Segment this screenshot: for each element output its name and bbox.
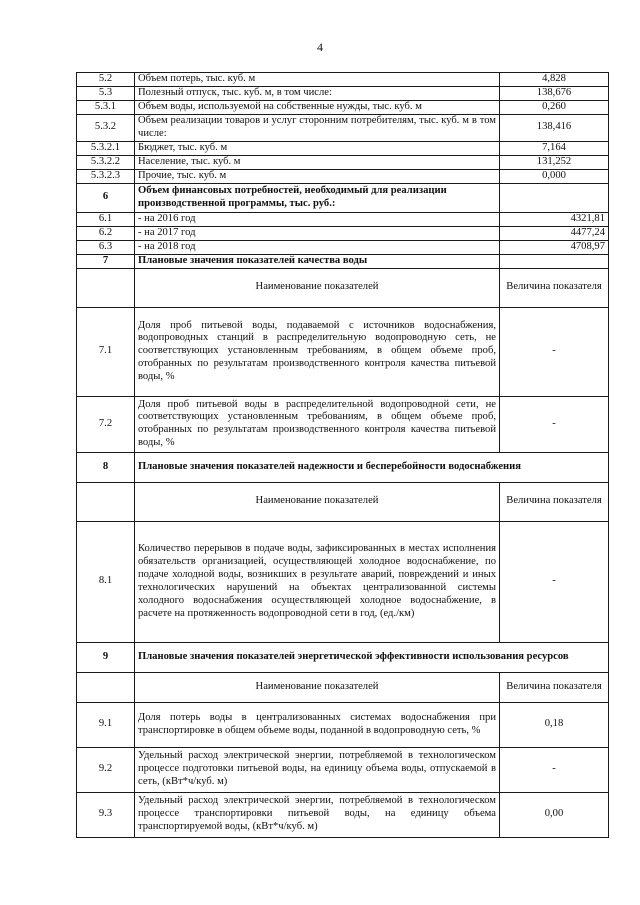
subheader-number [77,268,135,307]
row-number: 5.2 [77,73,135,87]
section-value [500,254,609,268]
row-number: 7.1 [77,307,135,396]
subheader-row [77,672,609,702]
row-value: - [500,307,609,396]
table-row [77,240,609,254]
column-header-value: Величина показателя [500,268,609,307]
section-title: Объем финансовых потребностей, необходимый для реализации производственной программы, тыс. руб.: [135,183,500,212]
table-row [77,521,609,642]
page-number: 4 [317,40,323,54]
row-name: - на 2018 год [135,240,500,254]
row-number: 9.2 [77,747,135,792]
section-title: Плановые значения показателей качества воды [135,254,500,268]
section-row [77,642,609,672]
row-value: 4321,81 [500,212,609,226]
row-number: 6.3 [77,240,135,254]
table-row [77,702,609,747]
row-number: 6.2 [77,226,135,240]
row-value: 4,828 [500,73,609,87]
row-value: 4477,24 [500,226,609,240]
row-value: 138,416 [500,115,609,142]
row-number: 5.3.2.3 [77,169,135,183]
section-title: Плановые значения показателей энергетической эффективности использования ресурсов [135,642,609,672]
table-row [77,101,609,115]
section-row [77,183,609,212]
section-row [77,254,609,268]
table-row [77,169,609,183]
table-row [77,792,609,837]
row-value: 138,676 [500,87,609,101]
row-name: - на 2016 год [135,212,500,226]
table-row [77,87,609,101]
row-value: 7,164 [500,141,609,155]
row-name: Доля потерь воды в централизованных системах водоснабжения при транспортировке в общем объеме воды, поданной в водопроводную сеть, % [135,702,500,747]
row-name: Объем потерь, тыс. куб. м [135,73,500,87]
program-indicators-table [76,72,609,838]
row-value: 0,18 [500,702,609,747]
table-row [77,141,609,155]
subheader-row [77,268,609,307]
table-row [77,396,609,452]
row-name: Объем воды, используемой на собственные нужды, тыс. куб. м [135,101,500,115]
column-header-value: Величина показателя [500,672,609,702]
row-name: Объем реализации товаров и услуг сторонним потребителям, тыс. куб. м в том числе: [135,115,500,142]
row-number: 7.2 [77,396,135,452]
section-value [500,183,609,212]
subheader-number [77,672,135,702]
row-number: 9.1 [77,702,135,747]
subheader-row [77,482,609,521]
row-number: 5.3.2 [77,115,135,142]
row-name: Полезный отпуск, тыс. куб. м, в том числе: [135,87,500,101]
table-row [77,307,609,396]
row-name: Доля проб питьевой воды, подаваемой с источников водоснабжения, водопроводных станций в распределительную водопроводную сеть, не соответствующих установленным требованиям, в общем объеме проб, отобранных по результатам производственного контроля качества питьевой воды, % [135,307,500,396]
row-value: - [500,521,609,642]
row-name: Количество перерывов в подаче воды, зафиксированных в местах исполнения обязательств организацией, осуществляющей холодное водоснабжение, по подаче холодной воды, возникших в результате аварий, повреждений и иных технологических нарушений на объектах централизованной системы холодного водоснабжения осуществляющей холодное водоснабжение, в расчете на протяженность водопроводной сети в год, (ед./км) [135,521,500,642]
row-value: 4708,97 [500,240,609,254]
column-header-name: Наименование показателей [135,482,500,521]
row-value: - [500,396,609,452]
row-number: 5.3.2.2 [77,155,135,169]
row-name: Удельный расход электрической энергии, потребляемой в технологическом процессе подготовки питьевой воды, на единицу объема воды, отпускаемой в сеть, (кВт*ч/куб. м) [135,747,500,792]
row-name: Удельный расход электрической энергии, потребляемой в технологическом процессе транспортировки питьевой воды, на единицу объема транспортируемой воды, (кВт*ч/куб. м) [135,792,500,837]
row-number: 5.3.2.1 [77,141,135,155]
row-number: 5.3 [77,87,135,101]
table-row [77,226,609,240]
table-row [77,155,609,169]
row-name: Бюджет, тыс. куб. м [135,141,500,155]
row-name: - на 2017 год [135,226,500,240]
table-row [77,212,609,226]
column-header-name: Наименование показателей [135,672,500,702]
row-value: 0,000 [500,169,609,183]
section-number: 9 [77,642,135,672]
section-row [77,452,609,482]
row-value: 0,260 [500,101,609,115]
row-value: - [500,747,609,792]
section-title: Плановые значения показателей надежности и бесперебойности водоснабжения [135,452,609,482]
row-name: Население, тыс. куб. м [135,155,500,169]
row-name: Прочие, тыс. куб. м [135,169,500,183]
section-number: 8 [77,452,135,482]
row-number: 9.3 [77,792,135,837]
section-number: 6 [77,183,135,212]
section-number: 7 [77,254,135,268]
table-row [77,747,609,792]
row-number: 6.1 [77,212,135,226]
row-name: Доля проб питьевой воды в распределительной водопроводной сети, не соответствующих установленным требованиям, в общем объеме проб, отобранных по результатам производственного контроля качества питьевой воды, % [135,396,500,452]
row-number: 8.1 [77,521,135,642]
row-value: 131,252 [500,155,609,169]
row-number: 5.3.1 [77,101,135,115]
row-value: 0,00 [500,792,609,837]
table-row [77,115,609,142]
column-header-value: Величина показателя [500,482,609,521]
subheader-number [77,482,135,521]
table-row [77,73,609,87]
column-header-name: Наименование показателей [135,268,500,307]
